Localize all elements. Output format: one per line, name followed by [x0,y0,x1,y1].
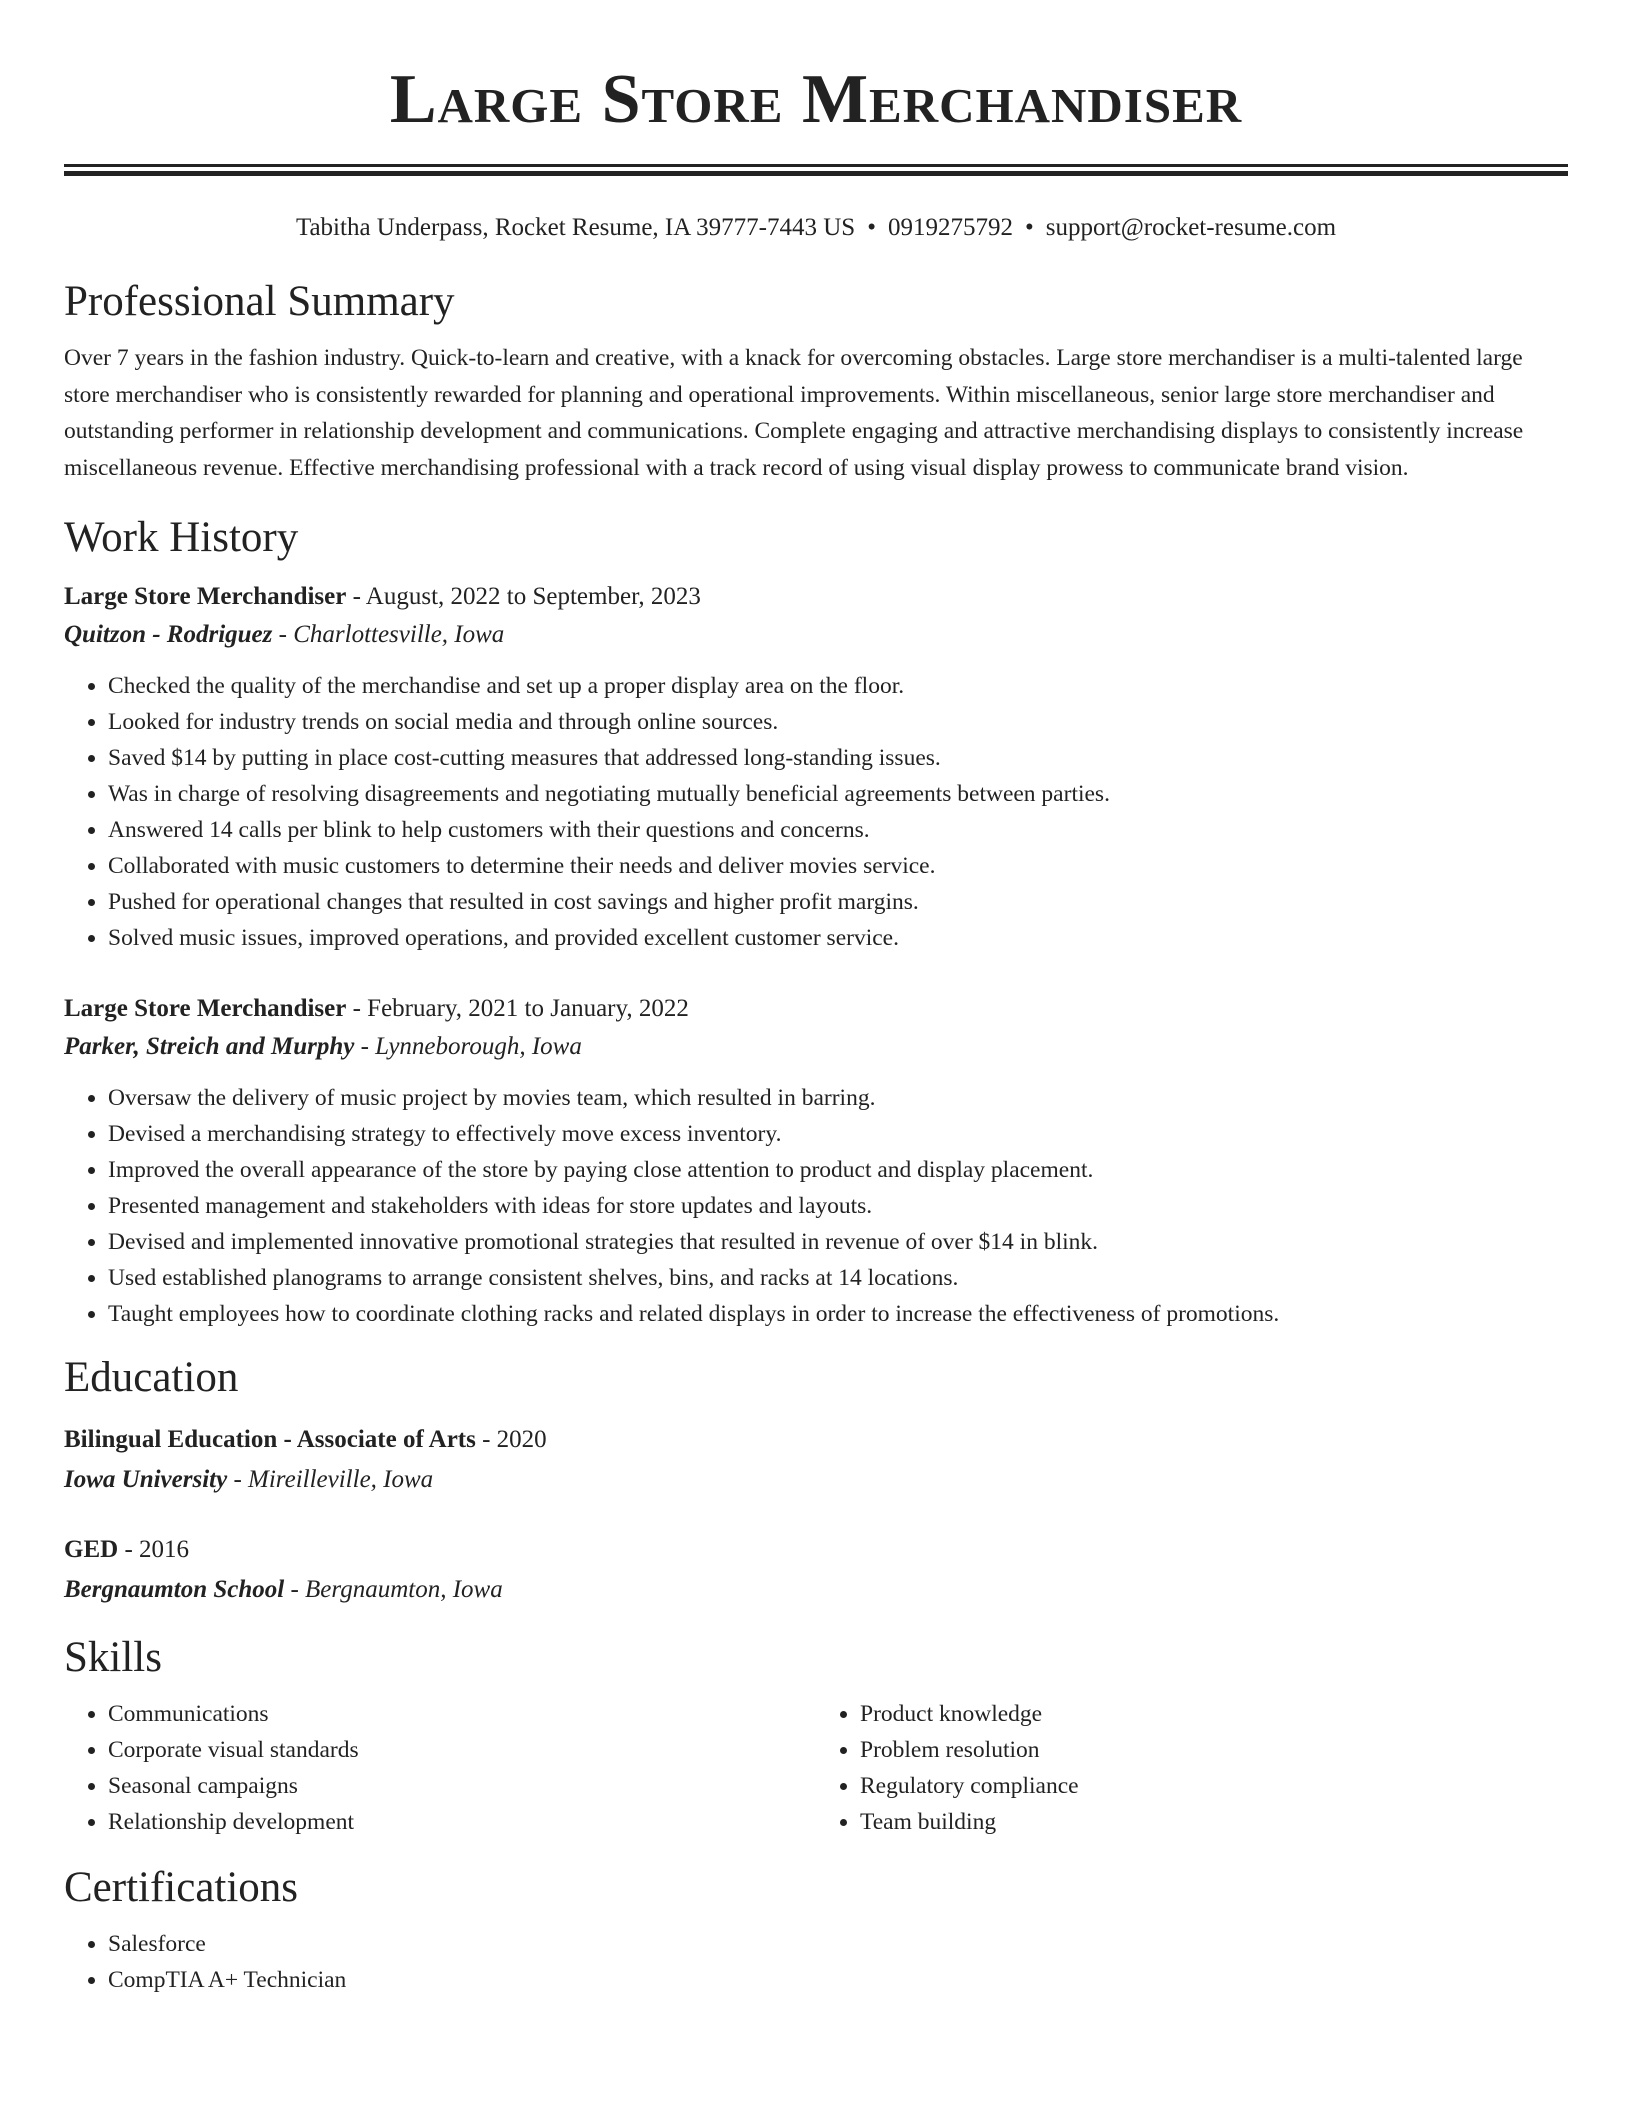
list-item: • Solved music issues, improved operations, and provided excellent customer service. [108,920,1568,956]
certifications-list [64,1926,1568,1998]
education-year: - 2016 [118,1536,190,1563]
list-item: • Devised and implemented innovative promotional strategies that resulted in revenue of over $14 in blink. [108,1224,1568,1260]
list-item: • Product knowledge [860,1696,1568,1732]
list-item: • Team building [860,1804,1568,1840]
list-item: • Checked the quality of the merchandise and set up a proper display area on the floor. [108,668,1568,704]
contact-phone: 0919275792 [887,214,1013,241]
job-employer [64,616,1568,654]
list-item: • Taught employees how to coordinate clothing racks and related displays in order to increase the effectiveness of promotions. [108,1296,1568,1332]
list-item: • Devised a merchandising strategy to effectively move excess inventory. [108,1116,1568,1152]
list-item: • Improved the overall appearance of the store by paying close attention to product and display placement. [108,1152,1568,1188]
certifications-section [64,1926,1568,1998]
job-dates: - August, 2022 to September, 2023 [346,583,701,610]
list-item: • Regulatory compliance [860,1768,1568,1804]
contact-email: support@rocket-resume.com [1045,214,1337,241]
education-header [64,1420,1568,1460]
skills-heading: Skills [64,1634,162,1681]
job-dates: - February, 2021 to January, 2022 [346,995,689,1022]
contact-separator: • [867,214,876,241]
list-item: • Communications [108,1696,816,1732]
list-item: • Looked for industry trends on social media and through online sources. [108,704,1568,740]
job-company: Parker, Streich and Murphy [64,1033,355,1060]
education-location: - Bergnaumton, Iowa [284,1576,503,1603]
list-item: • Problem resolution [860,1732,1568,1768]
job-header [64,990,1568,1028]
list-item: • Pushed for operational changes that resulted in cost savings and higher profit margins. [108,884,1568,920]
contact-separator: • [1024,214,1034,241]
education-entry [64,1420,1568,1500]
job-title: Large Store Merchandiser [64,583,347,610]
contact-address: Tabitha Underpass, Rocket Resume, IA 39777-7443 US [295,214,856,241]
education-school: Iowa University [64,1466,228,1493]
education-degree: GED [64,1536,119,1563]
job-entry [64,990,1568,1332]
education-year: - 2020 [475,1426,547,1453]
skills-column-left [64,1696,816,1840]
list-item: • Presented management and stakeholders with ideas for store updates and layouts. [108,1188,1568,1224]
education-school: Bergnaumton School [64,1576,285,1603]
job-bullets [64,1080,1568,1332]
summary-heading: Professional Summary [64,278,455,325]
list-item: • Relationship development [108,1804,816,1840]
education-heading: Education [64,1354,239,1401]
list-item: • Oversaw the delivery of music project by movies team, which resulted in barring. [108,1080,1568,1116]
list-item: • Used established planograms to arrange consistent shelves, bins, and racks at 14 locations. [108,1260,1568,1296]
job-location: - Lynneborough, Iowa [354,1033,582,1060]
job-location: - Charlottesville, Iowa [272,621,505,648]
education-school-line [64,1570,1568,1610]
list-item: • Corporate visual standards [108,1732,816,1768]
list-item: • Was in charge of resolving disagreements and negotiating mutually beneficial agreements between parties. [108,776,1568,812]
header-divider [64,164,1568,176]
resume-name: Large Store Merchandiser [389,61,1243,138]
list-item: • Seasonal campaigns [108,1768,816,1804]
summary-text: Over 7 years in the fashion industry. Quick-to-learn and creative, with a knack for overcoming obstacles. Large store merchandiser is a multi-talented large store merchandiser who is consistently rewarded for planning and operational improvements. Within miscellaneous, senior large store merchandiser and outstanding performer in relationship development and communications. Complete engaging and attractive merchandising displays to consistently increase miscellaneous revenue. Effective merchandising professional with a track record of using visual display prowess to communicate brand vision. [64,345,1524,481]
education-entry [64,1530,1568,1610]
contact-line [64,212,1568,244]
job-header [64,578,1568,616]
job-title: Large Store Merchandiser [64,995,347,1022]
education-header [64,1530,1568,1570]
work-history-heading: Work History [64,514,299,561]
job-company: Quitzon - Rodriguez [64,621,273,648]
list-item: • Saved $14 by putting in place cost-cutting measures that addressed long-standing issues. [108,740,1568,776]
job-employer [64,1028,1568,1066]
education-degree: Bilingual Education - Associate of Arts [64,1426,476,1453]
skills-grid [64,1696,1568,1840]
list-item: • CompTIA A+ Technician [108,1962,1568,1998]
job-bullets [64,668,1568,956]
education-location: - Mireilleville, Iowa [227,1466,434,1493]
list-item: • Collaborated with music customers to determine their needs and deliver movies service. [108,848,1568,884]
certifications-heading: Certifications [64,1864,299,1911]
list-item: • Salesforce [108,1926,1568,1962]
skills-column-right [816,1696,1568,1840]
list-item: • Answered 14 calls per blink to help customers with their questions and concerns. [108,812,1568,848]
job-entry [64,578,1568,956]
education-school-line [64,1460,1568,1500]
